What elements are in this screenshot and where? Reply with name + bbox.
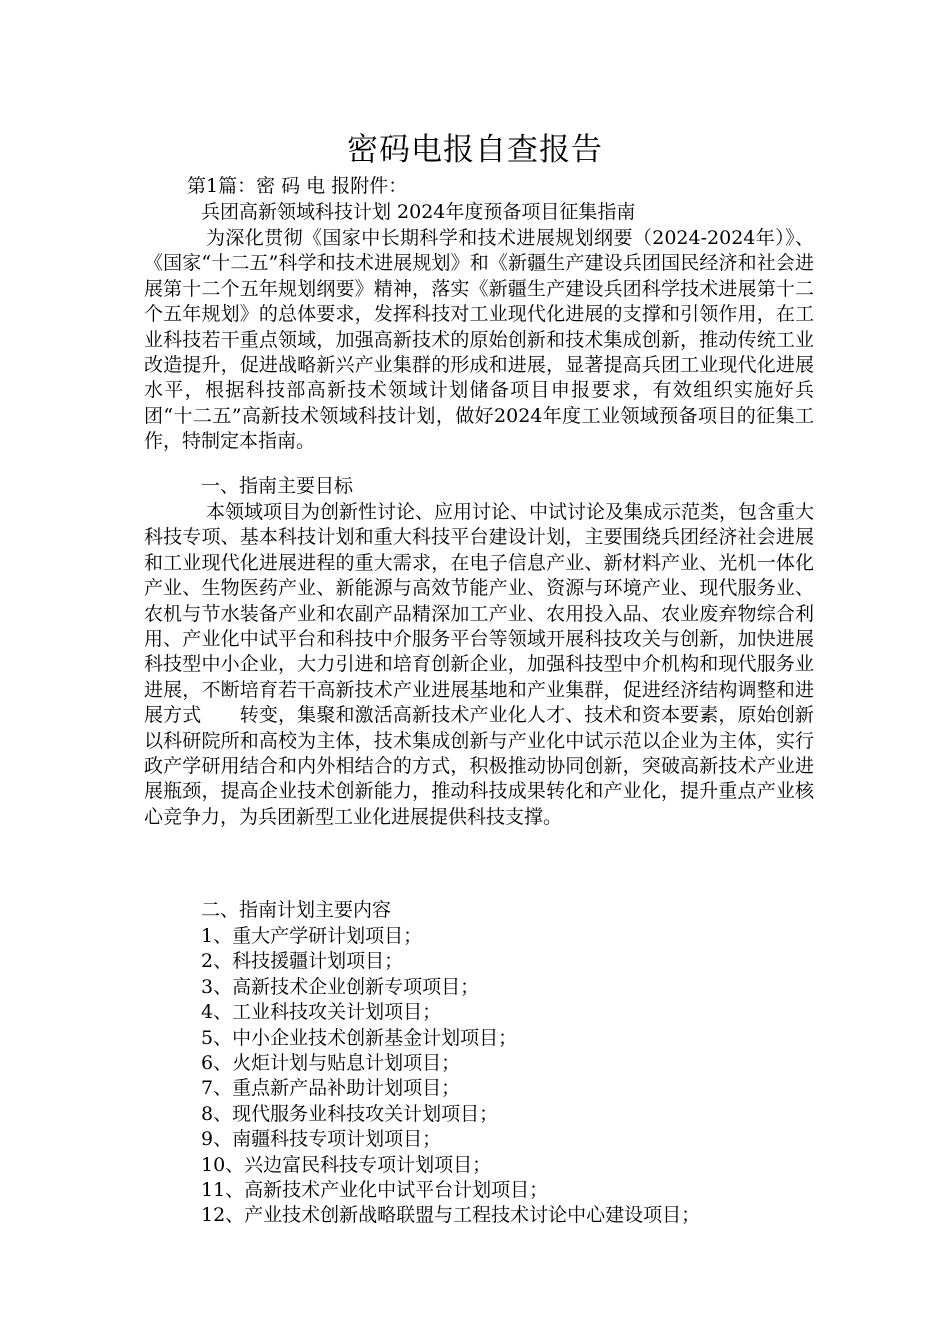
list-item: 3、高新技术企业创新专项项目； (201, 975, 480, 998)
list-item: 9、南疆科技专项计划项目； (201, 1128, 442, 1151)
intro-paragraph: 为深化贯彻《国家中长期科学和技术进展规划纲要（2024-2024年）》、《国家“十二五”科学和技术进展规划》和《新疆生产建设兵团国民经济和社会进展第十二个五年规划纲要》精神，落实《新疆生产建设兵团科学技术进展第十二个五年规划》的总体要求，发挥科技对工业现代化进展的支撑和引领作用，在工业科技若干重点领域，加强高新技术的原始创新和技术集成创新，推动传统工业改造提升，促进战略新兴产业集群的形成和进展，显著提高兵团工业现代化进展水平，根据科技部高新技术领域计划储备项目申报要求，有效组织实施好兵团“十二五”高新技术领域科技计划，做好2024年度工业领域预备项目的征集工作，特制定本指南。 (144, 227, 814, 453)
section2-heading: 二、指南计划主要内容 (201, 899, 392, 921)
list-item: 6、火炬计划与贴息计划项目； (201, 1051, 461, 1074)
list-item: 5、中小企业技术创新基金计划项目； (201, 1026, 518, 1049)
list-item: 2、科技援疆计划项目； (201, 950, 404, 973)
list-item: 7、重点新产品补助计划项目； (201, 1077, 461, 1100)
document-title: 密码电报自查报告 (347, 132, 603, 168)
section1-paragraph: 本领域项目为创新性讨论、应用讨论、中试讨论及集成示范类，包含重大科技专项、基本科技计划和重大科技平台建设计划，主要围绕兵团经济社会进展和工业现代化进展进程的重大需求，在电子信息产业、新材料产业、光机一体化产业、生物医药产业、新能源与高效节能产业、资源与环境产业、现代服务业、农机与节水装备产业和农副产品精深加工产业、农用投入品、农业废弃物综合利用、产业化中试平台和科技中介服务平台等领域开展科技攻关与创新，加快进展科技型中小企业，大力引进和培育创新企业，加强科技型中介机构和现代服务业进展，不断培育若干高新技术产业进展基地和产业集群，促进经济结构调整和进展方式 转变，集聚和激活高新技术产业化人才、技术和资本要素，原始创新以科研院所和高校为主体，技术集成创新与产业化中试示范以企业为主体，实行政产学研用结合和内外相结合的方式，积极推动协同创新，突破高新技术产业进展瓶颈，提高企业技术创新能力，推动科技成果转化和产业化，提升重点产业核心竞争力，为兵团新型工业化进展提供科技支撑。 (144, 501, 815, 828)
document-subtitle: 第1篇：密 码 电 报附件： (187, 175, 408, 197)
list-item: 4、工业科技攻关计划项目； (201, 1001, 442, 1024)
section1-heading: 一、指南主要目标 (201, 475, 354, 497)
project-title: 兵团高新领域科技计划 2024年度预备项目征集指南 (201, 201, 636, 223)
list-item: 1、重大产学研计划项目； (201, 925, 423, 947)
plan-item-list (201, 924, 700, 1229)
list-item: 11、高新技术产业化中试平台计划项目； (201, 1178, 549, 1201)
list-item: 12、产业技术创新战略联盟与工程技术讨论中心建设项目； (201, 1204, 701, 1227)
list-item: 8、现代服务业科技攻关计划项目； (201, 1102, 499, 1125)
list-item: 10、兴边富民科技专项计划项目； (201, 1153, 492, 1176)
